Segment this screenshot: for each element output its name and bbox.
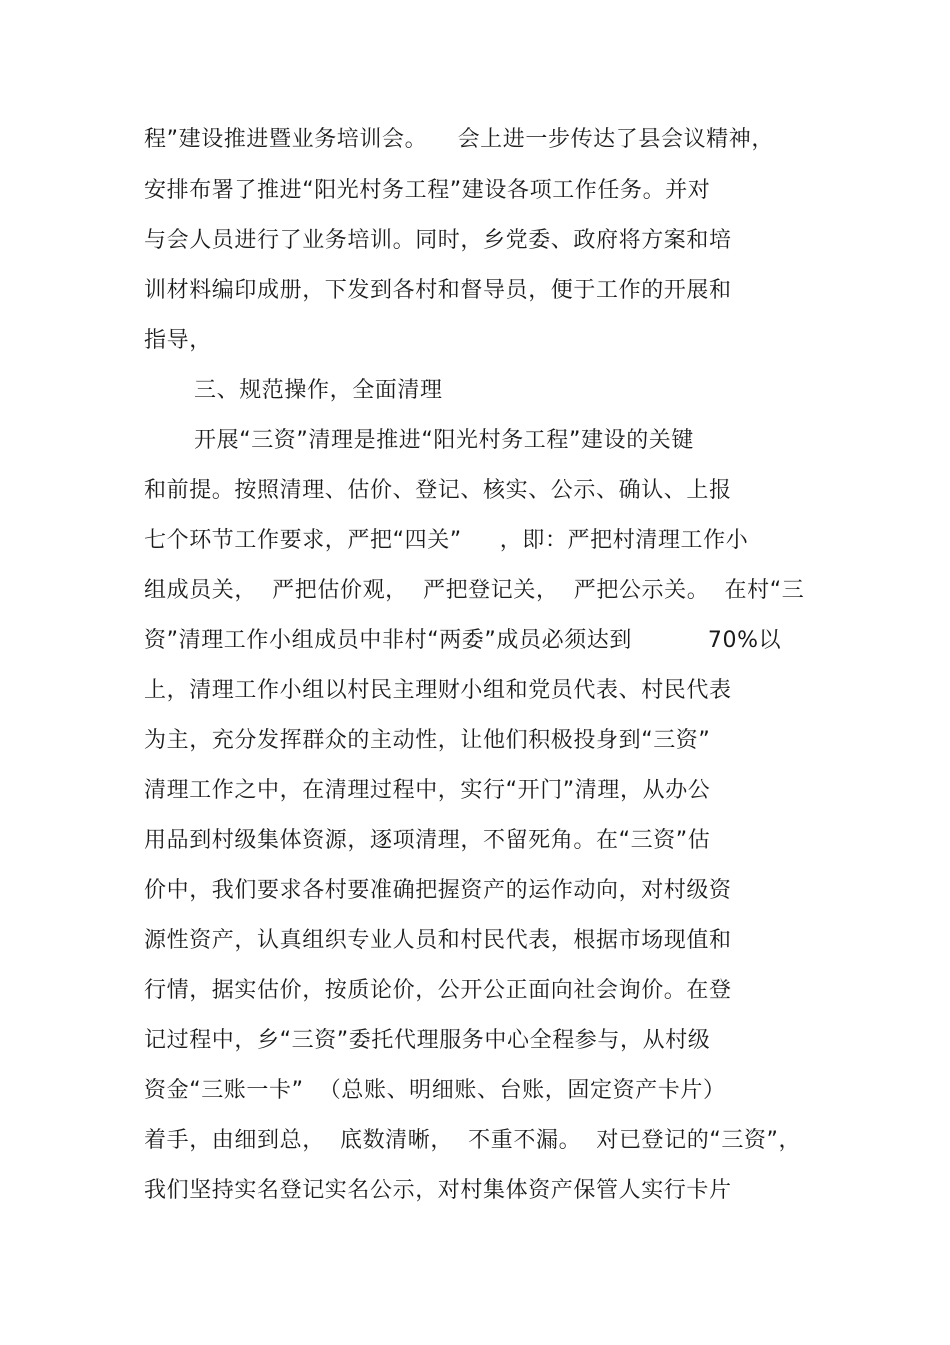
- text-line-21: 着手，由细到总， 底数清晰， 不重不漏。 对已登记的“三资”，: [144, 1128, 802, 1153]
- text-line-14: 清理工作之中，在清理过程中，实行“开门”清理，从办公: [144, 778, 711, 803]
- text-line-10: 组成员关， 严把估价观， 严把登记关， 严把公示关。 在村“三: [144, 578, 805, 603]
- text-line-22: 我们坚持实名登记实名公示，对村集体资产保管人实行卡片: [144, 1178, 732, 1203]
- text-line-8: 和前提。按照清理、估价、登记、核实、公示、确认、上报: [144, 478, 732, 503]
- text-line-5: 指导，: [144, 328, 212, 353]
- text-line-16: 价中，我们要求各村要准确把握资产的运作动向，对村级资: [144, 878, 732, 903]
- text-line-20: 资金“三账一卡” （总账、明细账、台账，固定资产卡片）: [144, 1078, 726, 1103]
- text-line-2: 安排布署了推进“阳光村务工程”建设各项工作任务。并对: [144, 178, 711, 203]
- text-line-7: 开展“三资”清理是推进“阳光村务工程”建设的关键: [194, 428, 694, 453]
- text-line-11: 资”清理工作小组成员中非村“两委”成员必须达到 70%以: [144, 628, 782, 653]
- section-heading: 三、规范操作，全面清理: [194, 378, 443, 403]
- text-line-17: 源性资产，认真组织专业人员和村民代表，根据市场现值和: [144, 928, 732, 953]
- text-line-18: 行情，据实估价，按质论价，公开公正面向社会询价。在登: [144, 978, 732, 1003]
- text-line-4: 训材料编印成册，下发到各村和督导员，便于工作的开展和: [144, 278, 732, 303]
- text-line-9: 七个环节工作要求，严把“四关” ，即：严把村清理工作小: [144, 528, 749, 553]
- text-line-12: 上，清理工作小组以村民主理财小组和党员代表、村民代表: [144, 678, 732, 703]
- text-line-19: 记过程中，乡“三资”委托代理服务中心全程参与，从村级: [144, 1028, 711, 1053]
- text-line-15: 用品到村级集体资源，逐项清理，不留死角。在“三资”估: [144, 828, 711, 853]
- text-line-1: 程”建设推进暨业务培训会。 会上进一步传达了县会议精神，: [144, 127, 774, 152]
- text-line-13: 为主，充分发挥群众的主动性，让他们积极投身到“三资”: [144, 728, 711, 753]
- text-line-3: 与会人员进行了业务培训。同时，乡党委、政府将方案和培: [144, 228, 732, 253]
